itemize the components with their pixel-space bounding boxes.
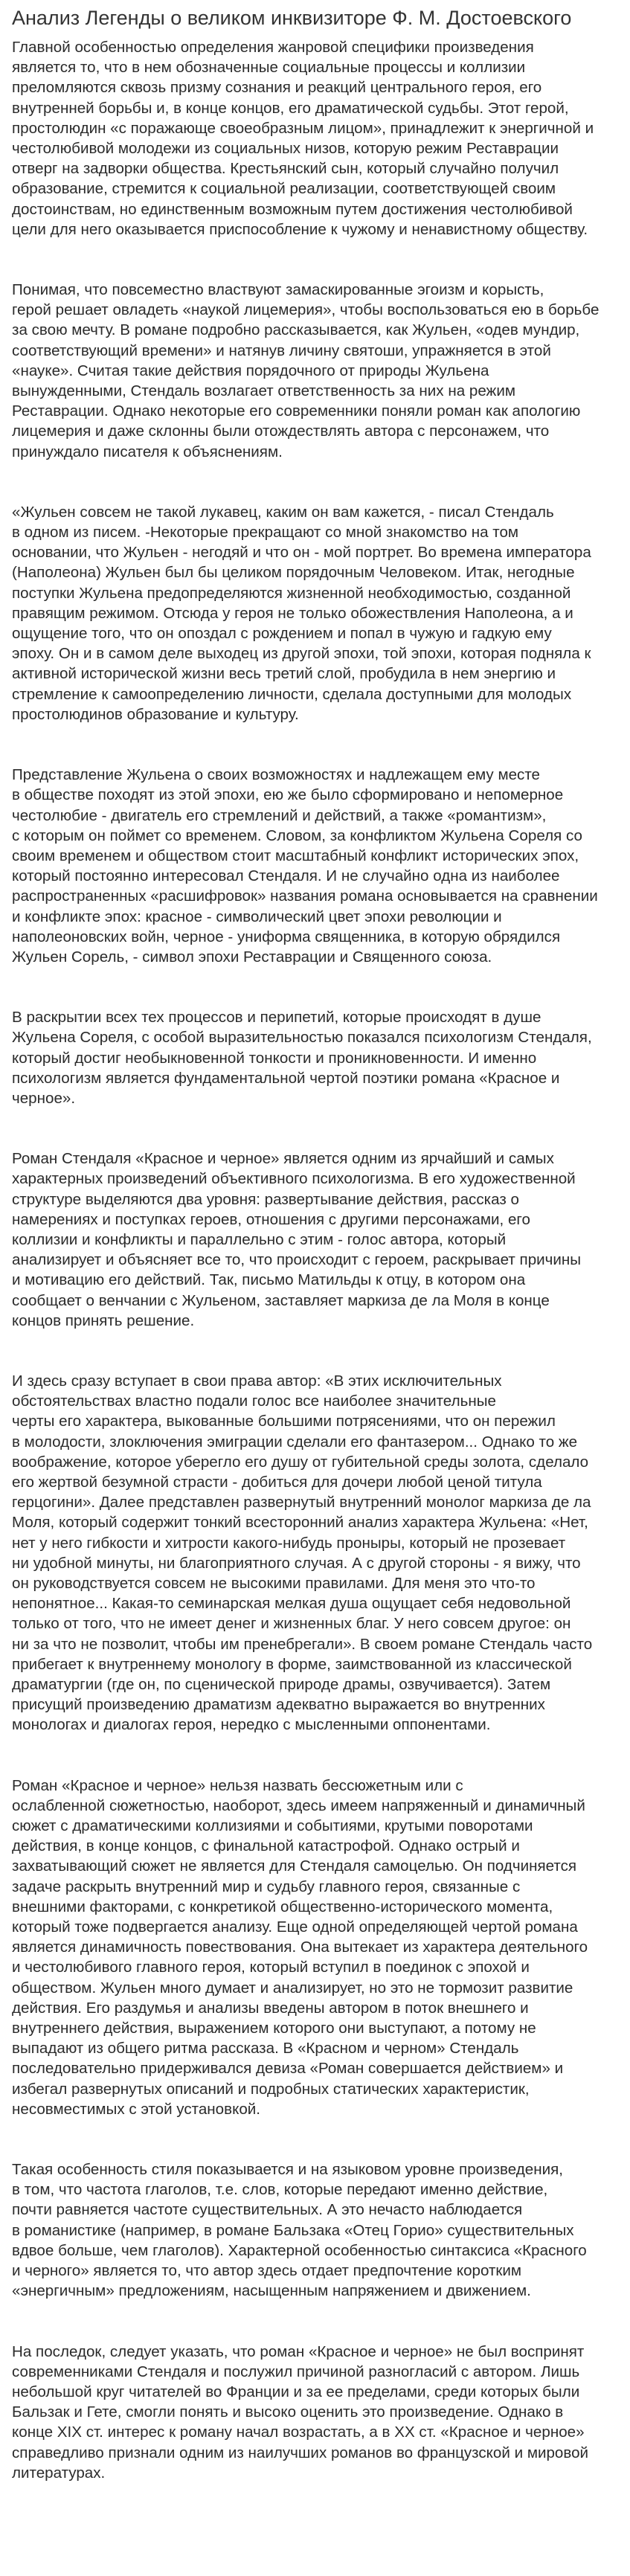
text-line: в том, что частота глаголов, т.е. слов, которые передают именно действие, [12,2181,548,2199]
paragraph-4 [12,765,618,967]
text-line: присущий произведению драматизм адекватно выражается во внутренних [12,1696,545,1714]
paragraph-2 [12,280,618,462]
text-line: Роман «Красное и черное» нельзя назвать бессюжетным или с [12,1776,463,1794]
text-line: ни за что не позволит, чтобы им пренебрегали». В своем романе Стендаль часто [12,1635,593,1653]
text-line: и мотивацию его действий. Так, письмо Матильды к отцу, в котором она [12,1271,526,1289]
text-line: он руководствуется совсем не высокими правилами. Для меня это что-то [12,1575,536,1592]
text-line: В раскрытии всех тех процессов и перипетий, которые происходят в душе [12,1009,541,1027]
text-line: в молодости, злоключения эмиграции сделали его фантазером... Однако то же [12,1433,578,1451]
text-line: вдвое больше, чем глаголов). Характерной особенностью синтаксиса «Красного [12,2241,587,2259]
text-line: и конфликте эпох: красное - символический цвет эпохи революции и [12,908,502,925]
text-line: внутренней борьбы и, в конце концов, его драматической судьбы. Этот герой, [12,99,569,117]
paragraph-6 [12,1149,618,1331]
text-line: в обществе походят из этой эпохи, ею же было сформировано и непомерное [12,786,564,804]
text-line: принуждало писателя к объяснениям. [12,443,283,460]
text-line: распространенных «расшифровок» названия романа основывается на сравнении [12,887,598,905]
text-line: захватывающий сюжет не является для Стендаля самоцелью. Он подчиняется [12,1857,577,1875]
text-line: с которым он поймет со временем. Словом, за конфликтом Жульена Сореля со [12,826,582,844]
text-line: честолюбие - двигатель его стремлений и действий, а также «романтизм», [12,806,547,824]
text-line: непонятное... Какая-то семинарская мелкая душа ощущает себя недовольной [12,1595,571,1613]
text-line: ослабленной сюжетностью, наоборот, здесь имеем напряженный и динамичный [12,1796,585,1814]
text-line: в одном из писем. -Некоторые прекращают со мной знакомство на том [12,524,519,542]
text-line: который постоянно интересовал Стендаля. И не случайно одна из наиболее [12,867,560,885]
paragraph-7 [12,1371,618,1735]
text-line: последовательно придерживался девиза «Роман совершается действием» и [12,2060,564,2078]
text-line: черты его характера, выкованные большими потрясениями, что он пережил [12,1413,556,1430]
text-line: отверг на задворки общества. Крестьянский сын, который случайно получил [12,160,559,178]
text-line: правящим режимом. Отсюда у героя не только обожествления Наполеона, а и [12,604,573,622]
text-line: образование, стремится к социальной реализации, соответствующей своим [12,180,556,198]
text-line: его жертвой безумной страсти - добиться для дочери любой ценой титула [12,1473,542,1491]
text-line: задаче раскрыть внутренний мир и судьбу главного героя, связанные с [12,1878,521,1895]
text-line: воображение, которое уберегло его душу от губительной среды золота, сделало [12,1453,589,1471]
text-line: драматургии (где он, по сценической природе драмы, озвучивается). Затем [12,1676,551,1694]
text-line: Реставрации. Однако некоторые его современники поняли роман как апологию [12,402,581,420]
text-line: конце XIX ст. интерес к роману начал возрастать, а в ХХ ст. «Красное и черное» [12,2424,585,2441]
text-line: Моля, который содержит тонкий всесторонний анализ характера Жульена: «Нет, [12,1514,588,1532]
text-line: герцогини». Далее представлен развернутый внутренний монолог маркиза де ла [12,1494,591,1512]
text-line: «Жульен совсем не такой лукавец, каким он вам кажется, - писал Стендаль [12,503,554,521]
text-line: справедливо признали одним из наилучших романов во французской и мировой [12,2444,589,2461]
text-line: почти равняется частоте существительных. А это нечасто наблюдается [12,2201,523,2219]
text-line: действия. Его раздумья и анализы введены автором в поток внешнего и [12,1999,529,2017]
text-line: характерных произведений объективного психологизма. В его художественной [12,1170,576,1188]
text-line: который достиг необыкновенной тонкости и проникновенности. И именно [12,1049,537,1067]
text-line: намерениях и поступках героев, отношения с другими персонажами, его [12,1210,530,1228]
text-line: небольшой круг читателей во Франции и за ее пределами, среди которых были [12,2383,580,2400]
paragraph-8 [12,1776,618,2119]
text-line: внутреннего действия, выражением которого они выступают, а потому не [12,2020,536,2037]
text-line: герой решает овладеть «наукой лицемерия», чтобы воспользоваться ею в борьбе [12,301,600,319]
text-line: Бальзак и Гете, смогли понять и высоко оценить это произведение. Однако в [12,2403,564,2421]
text-line: наполеоновских войн, черное - униформа священника, в которую обрядился [12,928,561,945]
paragraph-3 [12,502,618,725]
text-line: нет у него гибкости и хитрости какого-нибудь проныры, который не прозевает [12,1534,566,1552]
paragraph-9 [12,2159,618,2301]
text-line: (Наполеона) Жульен был бы целиком порядочным Человеком. Итак, негодные [12,564,575,582]
text-line: Главной особенностью определения жанровой специфики произведения [12,39,534,56]
text-line: Представление Жульена о своих возможностях и надлежащем ему месте [12,766,541,784]
text-line: простолюдин «с поражающе своеобразным лицом», принадлежит к энергичной и [12,119,594,137]
text-line: анализирует и объясняет все то, что происходит с героем, раскрывает причины [12,1251,582,1269]
text-line: ощущение того, что он опоздал с рождением и попал в чужую и гадкую ему [12,625,552,643]
page-title: Анализ Легенды о великом инквизиторе Ф. М. Достоевского [12,7,572,29]
text-line: простолюдинов образование и культуру. [12,705,299,723]
text-line: в романистике (например, в романе Бальзака «Отец Горио» существительных [12,2221,574,2239]
paragraph-1 [12,37,618,240]
text-line: коллизии и конфликты и параллельно с этим - голос автора, который [12,1230,507,1248]
text-line: «науке». Считая такие действия порядочного от природы Жульена [12,362,489,379]
text-line: Жульена Сореля, с особой выразительностью показался психологизм Стендаля, [12,1029,592,1047]
text-line: избегал развернутых описаний и подробных статических характеристик, [12,2080,530,2098]
text-line: ни удобной минуты, ни благоприятного случая. А с другой стороны - я вижу, что [12,1554,581,1572]
text-line: стремление к самоопределению личности, сделала доступными для молодых [12,685,572,703]
text-line: соответствующий времени» и натянув личину святоши, упражняется в этой [12,341,551,359]
text-line: прибегает к внутреннему монологу в форме, заимствованной из классической [12,1655,572,1673]
text-line: только от того, что не имеет денег и жизненных благ. У него совсем другое: он [12,1615,571,1633]
text-line: Жульен Сорель, - символ эпохи Реставрации и Священного союза. [12,948,492,966]
text-line: и честолюбивого главного героя, который вступил в поединок с эпохой и [12,1959,530,1976]
text-line: честолюбивой молодежи из социальных низов, которую режим Реставрации [12,140,559,158]
text-line: лицемерия и даже склонны были отождествлять автора с персонажем, что [12,423,550,440]
text-line: «энергичным» предложениям, насыщенным напряжением и движением. [12,2282,531,2300]
text-line: Роман Стендаля «Красное и черное» является одним из ярчайший и самых [12,1150,554,1168]
text-line: сюжет с драматическими коллизиями и событиями, крутыми поворотами [12,1817,533,1835]
text-line: несовместимых с этой установкой. [12,2100,260,2118]
text-line: Понимая, что повсеместно властвуют замаскированные эгоизм и корысть, [12,281,544,299]
text-line: своим временем и обществом стоит масштабный конфликт исторических эпох, [12,847,579,864]
text-line: является динамичность повествования. Она вытекает из характера деятельного [12,1939,588,1956]
text-line: цели для него оказывается приспособление к чужому и ненавистному обществу. [12,220,588,238]
text-line: который тоже подвергается анализу. Еще одной определяющей чертой романа [12,1918,578,1936]
text-line: обществом. Жульен много думает и анализирует, но это не тормозит развитие [12,1979,573,1997]
paragraph-10 [12,2342,618,2483]
text-line: основании, что Жульен - негодяй и что он - мой портрет. Во времена императора [12,544,591,562]
text-line: черное». [12,1089,76,1107]
text-line: вынужденными, Стендаль возлагает ответственность за них на режим [12,382,515,400]
text-line: эпоху. Он и в самом деле выходец из другой эпохи, той эпохи, которая подняла к [12,645,591,663]
text-line: выпадают из общего ритма рассказа. В «Красном и черном» Стендаль [12,2040,519,2058]
text-line: достоинствам, но единственным возможным путем достижения честолюбивой [12,200,573,218]
text-line: внешними факторами, с конкретикой общественно-исторического момента, [12,1898,553,1915]
text-line: активной исторической жизни весь третий слой, пробудила в нем энергию и [12,665,556,683]
text-line: Такая особенность стиля показывается и на языковом уровне произведения, [12,2161,563,2179]
text-line: поступки Жульена предопределяются жизненной необходимостью, созданной [12,584,571,602]
text-line: обстоятельствах властно подали голос все наиболее значительные [12,1393,496,1410]
text-line: и черного» является то, что автор здесь отдает предпочтение коротким [12,2262,522,2280]
text-line: На последок, следует указать, что роман «Красное и черное» не был воспринят [12,2342,585,2360]
text-line: концов принять решение. [12,1311,195,1329]
article-body [12,37,618,2483]
text-line: сообщает о венчании с Жульеном, заставляет маркиза де ла Моля в конце [12,1291,550,1309]
text-line: структуре выделяются два уровня: развертывание действия, рассказ о [12,1190,519,1208]
text-line: действия, в конце концов, с финальной катастрофой. Однако острый и [12,1837,520,1855]
text-line: преломляются сквозь призму сознания и реакций центрального героя, его [12,79,542,97]
text-line: за свою мечту. В романе подробно рассказывается, как Жульен, «одев мундир, [12,321,580,339]
paragraph-5 [12,1007,618,1108]
text-line: психологизм является фундаментальной чертой поэтики романа «Красное и [12,1069,560,1087]
text-line: литературах. [12,2464,106,2482]
text-line: современниками Стендаля и послужил причиной разногласий с автором. Лишь [12,2363,580,2380]
text-line: монологах и диалогах героя, нередко с мысленными оппонентами. [12,1716,491,1734]
text-line: является то, что в нем обозначенные социальные процессы и коллизии [12,59,526,77]
text-line: И здесь сразу вступает в свои права автор: «В этих исключительных [12,1372,502,1390]
